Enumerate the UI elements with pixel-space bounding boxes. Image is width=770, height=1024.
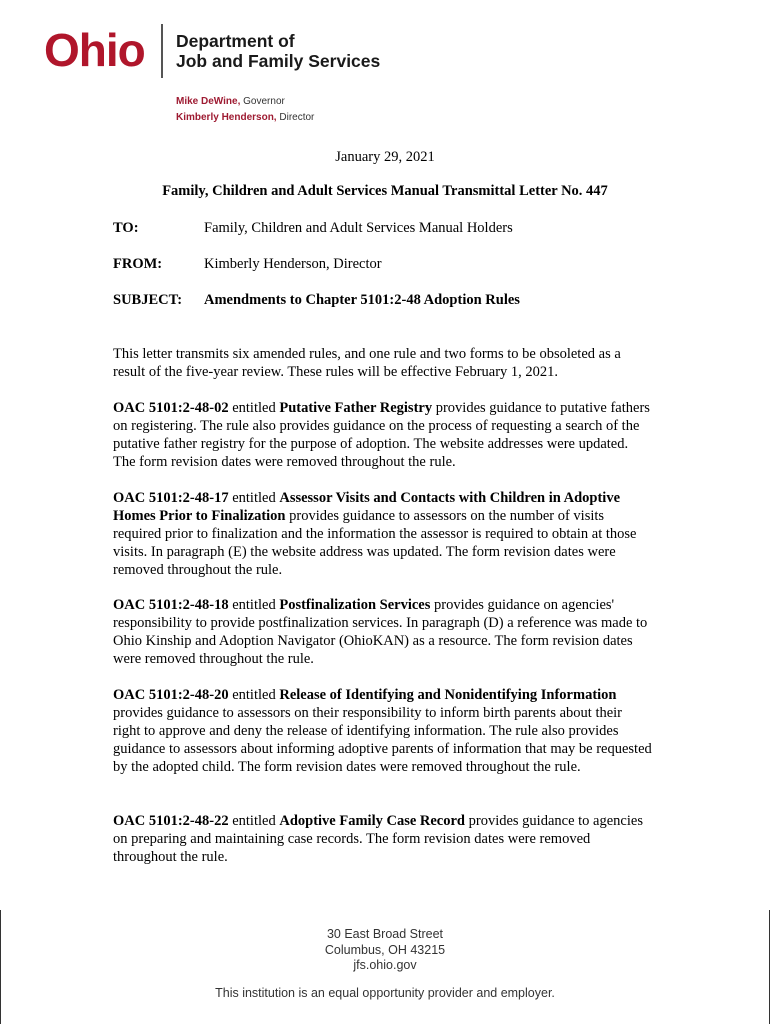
rule-entitled: entitled	[228, 400, 280, 416]
footer-website: jfs.ohio.gov	[353, 958, 417, 972]
letter-title: Family, Children and Adult Services Manual Transmittal Letter No. 447	[162, 183, 608, 199]
rule-paragraph	[113, 399, 653, 471]
governor-name: Mike DeWine,	[176, 96, 241, 107]
rule-name: Release of Identifying and Nonidentifying Information	[279, 687, 617, 703]
director-line	[176, 110, 314, 126]
from-label: FROM:	[113, 256, 163, 272]
rule-code: OAC 5101:2-48-22	[113, 813, 229, 829]
rule-paragraph	[113, 812, 653, 866]
footer-city: Columbus, OH 43215	[324, 943, 446, 957]
page-edge-left	[0, 910, 1, 1024]
rule-text: provides guidance to agencies on preparing and maintaining case records. The form revision dates were removed throughout the rule.	[113, 813, 643, 865]
rule-code: OAC 5101:2-48-18	[113, 597, 229, 613]
ohio-logo-text: Ohio	[44, 24, 145, 76]
rule-text: provides guidance on agencies' responsibility to provide postfinalization services. In paragraph (D) a reference was made to Ohio Kinship and Adoption Navigator (OhioKAN) as a resource. The form revision dates were removed throughout the rule.	[113, 597, 648, 667]
rule-paragraph	[113, 596, 653, 668]
footer-notice: This institution is an equal opportunity provider and employer.	[215, 986, 555, 1000]
department-name	[176, 31, 380, 71]
rule-name: Postfinalization Services	[279, 597, 431, 613]
rule-paragraph	[113, 489, 653, 579]
director-name: Kimberly Henderson,	[176, 112, 277, 123]
rule-code: OAC 5101:2-48-20	[113, 687, 229, 703]
to-label: TO:	[113, 220, 139, 236]
rule-name: Adoptive Family Case Record	[279, 813, 465, 829]
subject-label: SUBJECT:	[113, 292, 183, 308]
footer-street: 30 East Broad Street	[326, 927, 444, 941]
intro-paragraph: This letter transmits six amended rules, and one rule and two forms to be obsoleted as a result of the five-year review. These rules will be effective February 1, 2021.	[113, 346, 621, 380]
letter-date: January 29, 2021	[335, 149, 435, 165]
governor-line	[176, 94, 314, 110]
rule-text: provides guidance to assessors on their responsibility to inform birth parents about their right to approve and deny the release of identifying information. The rule also provides guidance to assessors about informing adoptive parents of information that may be requested by the adopted child. The form revision dates were removed throughout the rule.	[113, 705, 652, 775]
department-line-1: Department of	[176, 31, 295, 51]
rule-entitled: entitled	[228, 597, 280, 613]
rule-name: Putative Father Registry	[279, 400, 433, 416]
rule-entitled: entitled	[228, 687, 280, 703]
governor-title: Governor	[240, 96, 285, 107]
to-value: Family, Children and Adult Services Manual Holders	[204, 220, 513, 236]
rule-entitled: entitled	[228, 813, 280, 829]
ohio-logo	[44, 20, 145, 80]
rule-code: OAC 5101:2-48-02	[113, 400, 229, 416]
from-value: Kimberly Henderson, Director	[204, 256, 382, 272]
rule-text: provides guidance to assessors on the number of visits required prior to finalization and the information the assessor is required to obtain at those visits. In paragraph (E) the website address was updated. The form revision dates were removed throughout the rule.	[113, 508, 637, 578]
department-line-2: Job and Family Services	[176, 51, 381, 71]
rule-name: Assessor Visits and Contacts with Children in Adoptive Homes Prior to Finalization	[113, 490, 621, 524]
subject-value: Amendments to Chapter 5101:2-48 Adoption Rules	[204, 292, 520, 308]
officials-block	[176, 94, 314, 126]
rule-text: provides guidance to putative fathers on registering. The rule also provides guidance on the process of requesting a search of the putative father registry for the purpose of adoption. The website addresses were updated. The form revision dates were removed throughout the rule.	[113, 400, 650, 470]
director-title: Director	[276, 112, 315, 123]
rule-paragraph	[113, 686, 653, 776]
rule-code: OAC 5101:2-48-17	[113, 490, 229, 506]
rule-entitled: entitled	[228, 490, 280, 506]
logo-divider	[161, 24, 163, 78]
